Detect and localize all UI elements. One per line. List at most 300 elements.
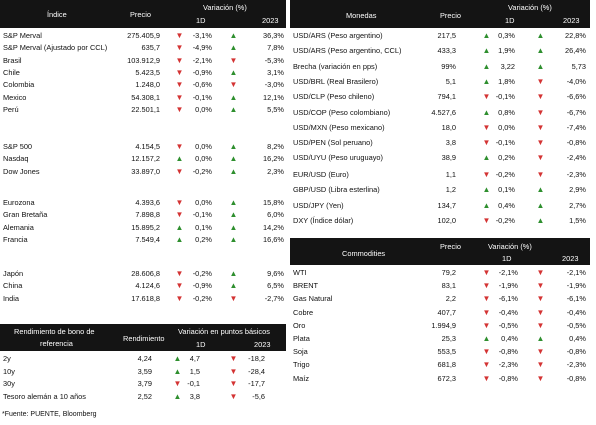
row-price: 1.994,9 (431, 320, 456, 330)
bonds-header-variation: Variación en puntos básicos (178, 327, 270, 336)
row-label: Plata (293, 334, 310, 343)
table-row (0, 55, 286, 66)
table-row (0, 67, 286, 78)
commodities-panel (290, 238, 590, 398)
row-change-1d: 4,7 (189, 354, 200, 363)
row-change-ytd: -0,8% (566, 347, 586, 357)
table-row (0, 234, 286, 245)
arrow-up-icon: ▲ (229, 31, 238, 40)
table-row (0, 30, 286, 41)
arrow-down-icon: ▼ (175, 67, 184, 77)
row-price: 2,52 (137, 391, 152, 401)
row-change-ytd: -2,4% (566, 153, 586, 163)
row-label: USD/MXN (Peso mexicano) (293, 122, 385, 132)
row-label: USD/PEN (Sol peruano) (293, 138, 373, 148)
row-change-1d: -0,2% (495, 170, 515, 179)
arrow-up-icon: ▲ (173, 354, 182, 363)
arrow-down-icon: ▼ (173, 379, 182, 389)
row-change-1d: -6,1% (498, 294, 518, 304)
table-row (0, 209, 286, 220)
table-row (290, 307, 590, 318)
row-change-ytd: -4,0% (566, 76, 586, 86)
bonds-header-1d: 1D (196, 340, 206, 349)
row-change-ytd: -7,4% (566, 122, 586, 132)
row-label: China (3, 281, 23, 291)
row-label: India (3, 293, 20, 303)
row-label: 30y (3, 379, 15, 389)
row-label: DXY (Índice dólar) (293, 215, 354, 225)
row-change-1d: 0,0% (195, 104, 212, 114)
row-change-ytd: 26,4% (565, 46, 586, 56)
table-row (290, 76, 590, 87)
row-price: 12.157,2 (131, 154, 160, 164)
row-label: 10y (3, 366, 15, 376)
row-change-ytd: -5,6 (252, 391, 265, 401)
indices-header-ytd: 2023 (262, 16, 279, 25)
arrow-up-icon: ▲ (536, 31, 545, 40)
row-label: Mexico (3, 92, 27, 102)
row-change-1d: 0,1% (498, 185, 515, 195)
indices-header-title: Índice (47, 10, 67, 19)
row-change-ytd: 2,9% (569, 185, 586, 195)
row-change-1d: 1,9% (498, 46, 515, 56)
arrow-down-icon: ▼ (536, 268, 545, 277)
row-change-1d: 1,8% (498, 76, 515, 86)
row-change-ytd: -1,9% (566, 281, 586, 291)
row-price: 794,1 (437, 92, 456, 102)
row-change-ytd: 15,8% (263, 198, 284, 207)
arrow-up-icon: ▲ (229, 222, 238, 232)
arrow-up-icon: ▲ (482, 31, 491, 40)
row-change-1d: 0,3% (498, 31, 515, 40)
row-price: 275.405,9 (127, 31, 160, 40)
row-label: USD/UYU (Peso uruguayo) (293, 153, 383, 163)
table-row (290, 346, 590, 357)
row-change-1d: 0,0% (195, 198, 212, 207)
row-change-1d: 0,2% (195, 234, 212, 244)
row-label: S&P 500 (3, 142, 33, 151)
bonds-header (0, 324, 286, 351)
row-change-ytd: -5,3% (264, 55, 284, 65)
row-label: USD/JPY (Yen) (293, 200, 344, 210)
arrow-up-icon: ▲ (482, 334, 491, 343)
table-row (290, 373, 590, 384)
arrow-down-icon: ▼ (229, 55, 238, 65)
arrow-down-icon: ▼ (175, 104, 184, 114)
arrow-down-icon: ▼ (536, 122, 545, 132)
row-change-1d: -0,4% (498, 307, 518, 317)
row-change-1d: -0,5% (498, 320, 518, 330)
row-label: S&P Merval (3, 31, 42, 40)
row-change-ytd: 2,3% (267, 166, 284, 176)
row-price: 553,5 (437, 347, 456, 357)
arrow-down-icon: ▼ (482, 170, 491, 179)
arrow-up-icon: ▲ (482, 185, 491, 195)
row-label: BRENT (293, 281, 319, 291)
arrow-down-icon: ▼ (175, 293, 184, 303)
row-price: 103.912,9 (127, 55, 160, 65)
row-change-1d: -0,2% (192, 269, 212, 278)
row-change-1d: 0,4% (501, 334, 518, 343)
arrow-down-icon: ▼ (482, 268, 491, 277)
table-row (290, 280, 590, 291)
row-change-1d: 0,0% (195, 154, 212, 164)
row-label: Francia (3, 234, 28, 244)
arrow-up-icon: ▲ (173, 391, 182, 401)
row-price: 433,3 (437, 46, 456, 56)
arrow-down-icon: ▼ (175, 43, 184, 53)
arrow-down-icon: ▼ (175, 210, 184, 220)
row-change-ytd: -0,5% (566, 320, 586, 330)
arrow-up-icon: ▲ (229, 43, 238, 53)
arrow-up-icon: ▲ (173, 366, 182, 376)
row-price: 99% (441, 61, 456, 71)
arrow-down-icon: ▼ (536, 373, 545, 383)
row-change-1d: -0,1% (192, 210, 212, 220)
row-price: 1,1 (445, 170, 456, 179)
table-row (0, 166, 286, 177)
row-label: Soja (293, 347, 308, 357)
currencies-panel (290, 0, 590, 230)
row-change-ytd: -6,7% (566, 107, 586, 117)
bonds-header-ytd: 2023 (254, 340, 271, 349)
table-row (290, 184, 590, 195)
row-label: Gas Natural (293, 294, 333, 304)
row-price: 17.618,8 (131, 293, 160, 303)
row-label: Brecha (variación en pps) (293, 61, 378, 71)
arrow-down-icon: ▼ (229, 80, 238, 90)
row-change-ytd: 6,0% (267, 210, 284, 220)
row-price: 7.549,4 (135, 234, 160, 244)
table-row (290, 293, 590, 304)
row-price: 22.501,1 (131, 104, 160, 114)
arrow-up-icon: ▲ (536, 46, 545, 56)
arrow-up-icon: ▲ (175, 154, 184, 164)
row-label: USD/ARS (Peso argentino) (293, 31, 383, 40)
arrow-down-icon: ▼ (536, 76, 545, 86)
row-change-1d: 0,0% (195, 142, 212, 151)
table-row (290, 333, 590, 344)
table-row (0, 222, 286, 233)
row-label: 2y (3, 354, 11, 363)
row-change-1d: 0,8% (498, 107, 515, 117)
row-label: EUR/USD (Euro) (293, 170, 349, 179)
row-change-1d: -2,3% (498, 360, 518, 370)
arrow-down-icon: ▼ (175, 269, 184, 278)
row-price: 38,9 (441, 153, 456, 163)
currencies-header-1d: 1D (505, 16, 515, 25)
arrow-up-icon: ▲ (536, 61, 545, 71)
arrow-down-icon: ▼ (482, 294, 491, 304)
arrow-down-icon: ▼ (536, 92, 545, 102)
row-label: WTI (293, 268, 307, 277)
arrow-up-icon: ▲ (482, 76, 491, 86)
row-change-ytd: -3,0% (264, 80, 284, 90)
arrow-down-icon: ▼ (175, 142, 184, 151)
row-change-ytd: -0,8% (566, 373, 586, 383)
arrow-down-icon: ▼ (536, 153, 545, 163)
arrow-up-icon: ▲ (229, 210, 238, 220)
row-label: Gran Bretaña (3, 210, 48, 220)
row-change-ytd: 6,5% (267, 281, 284, 291)
row-change-ytd: -28,4 (248, 366, 265, 376)
indices-panel (0, 0, 286, 320)
arrow-down-icon: ▼ (175, 80, 184, 90)
table-row (290, 215, 590, 226)
row-price: 3,79 (137, 379, 152, 389)
row-label: Nasdaq (3, 154, 29, 164)
arrow-down-icon: ▼ (482, 307, 491, 317)
row-change-ytd: -18,2 (248, 354, 265, 363)
table-row (0, 42, 286, 53)
arrow-up-icon: ▲ (229, 269, 238, 278)
row-change-1d: 1,5 (189, 366, 200, 376)
row-change-ytd: -6,6% (566, 92, 586, 102)
table-row (0, 366, 286, 377)
arrow-up-icon: ▲ (229, 67, 238, 77)
arrow-down-icon: ▼ (482, 373, 491, 383)
table-row (290, 359, 590, 370)
row-label: Eurozona (3, 198, 35, 207)
row-change-1d: -0,2% (192, 166, 212, 176)
row-label: Colombia (3, 80, 35, 90)
row-price: 5.423,5 (135, 67, 160, 77)
row-change-1d: -0,1% (495, 138, 515, 148)
row-label: Tesoro alemán a 10 años (3, 391, 86, 401)
table-row (0, 280, 286, 291)
row-price: 33.897,0 (131, 166, 160, 176)
arrow-down-icon: ▼ (229, 354, 238, 363)
row-price: 7.898,8 (135, 210, 160, 220)
arrow-down-icon: ▼ (536, 138, 545, 148)
arrow-down-icon: ▼ (536, 281, 545, 291)
row-price: 672,3 (437, 373, 456, 383)
arrow-down-icon: ▼ (482, 92, 491, 102)
row-change-ytd: 5,5% (267, 104, 284, 114)
row-change-1d: -0,1 (187, 379, 200, 389)
row-change-1d: 0,1% (195, 222, 212, 232)
arrow-down-icon: ▼ (175, 31, 184, 40)
arrow-up-icon: ▲ (229, 154, 238, 164)
row-change-1d: -0,1% (495, 92, 515, 102)
table-row (0, 378, 286, 389)
row-change-1d: -0,2% (192, 293, 212, 303)
row-change-ytd: 9,6% (267, 269, 284, 278)
row-change-ytd: 14,2% (263, 222, 284, 232)
arrow-down-icon: ▼ (536, 347, 545, 357)
row-change-ytd: 16,2% (263, 154, 284, 164)
row-price: 18,0 (441, 122, 456, 132)
row-label: USD/BRL (Real Brasilero) (293, 76, 379, 86)
commodities-header-price: Precio (440, 242, 461, 251)
row-change-1d: -4,9% (192, 43, 212, 53)
currencies-header-variation: Variación (%) (508, 3, 552, 12)
arrow-up-icon: ▲ (175, 222, 184, 232)
row-price: 4,24 (137, 354, 152, 363)
row-change-ytd: -2,3% (566, 170, 586, 179)
row-change-1d: -0,9% (192, 67, 212, 77)
row-label: USD/CLP (Peso chileno) (293, 92, 375, 102)
arrow-down-icon: ▼ (482, 347, 491, 357)
table-row (290, 30, 590, 41)
row-change-1d: -2,1% (192, 55, 212, 65)
row-price: 681,8 (437, 360, 456, 370)
indices-header-price: Precio (130, 10, 151, 19)
table-row (290, 200, 590, 211)
row-price: 1,2 (445, 185, 456, 195)
arrow-up-icon: ▲ (482, 153, 491, 163)
row-change-1d: -0,2% (495, 215, 515, 225)
commodities-header (290, 238, 590, 265)
table-row (290, 152, 590, 163)
row-change-1d: -0,6% (192, 80, 212, 90)
row-label: S&P Merval (Ajustado por CCL) (3, 43, 108, 53)
row-change-ytd: -6,1% (566, 294, 586, 304)
currencies-header (290, 0, 590, 28)
arrow-down-icon: ▼ (482, 138, 491, 148)
arrow-down-icon: ▼ (175, 166, 184, 176)
row-change-ytd: 16,6% (263, 234, 284, 244)
table-row (290, 122, 590, 133)
arrow-down-icon: ▼ (175, 198, 184, 207)
arrow-down-icon: ▼ (536, 307, 545, 317)
row-label: Trigo (293, 360, 310, 370)
row-price: 102,0 (437, 215, 456, 225)
row-price: 25,3 (441, 334, 456, 343)
table-row (0, 79, 286, 90)
row-label: Chile (3, 67, 20, 77)
bonds-header-price: Rendimiento (123, 334, 165, 343)
source-footnote: *Fuente: PUENTE, Bloomberg (2, 411, 97, 418)
table-row (290, 61, 590, 72)
row-price: 407,7 (437, 307, 456, 317)
table-row (0, 104, 286, 115)
arrow-up-icon: ▲ (536, 185, 545, 195)
row-label: Brasil (3, 55, 22, 65)
table-row (290, 45, 590, 56)
table-row (290, 320, 590, 331)
row-change-1d: -0,1% (192, 92, 212, 102)
row-label: GBP/USD (Libra esterlina) (293, 185, 380, 195)
row-price: 217,5 (437, 31, 456, 40)
indices-header-variation: Variación (%) (203, 3, 247, 12)
row-change-1d: 0,2% (498, 153, 515, 163)
arrow-down-icon: ▼ (482, 215, 491, 225)
row-label: USD/COP (Peso colombiano) (293, 107, 391, 117)
row-label: Cobre (293, 307, 314, 317)
row-price: 2,2 (445, 294, 456, 304)
arrow-down-icon: ▼ (482, 281, 491, 291)
table-row (0, 153, 286, 164)
bonds-header-title-line2: referencia (40, 339, 73, 348)
row-change-1d: -2,1% (498, 268, 518, 277)
row-price: 4.154,5 (135, 142, 160, 151)
table-row (0, 391, 286, 402)
arrow-up-icon: ▲ (229, 198, 238, 207)
row-change-1d: -0,9% (192, 281, 212, 291)
table-row (290, 91, 590, 102)
arrow-up-icon: ▲ (536, 215, 545, 225)
arrow-down-icon: ▼ (536, 107, 545, 117)
arrow-up-icon: ▲ (482, 61, 491, 71)
row-change-1d: -3,1% (192, 31, 212, 40)
row-change-ytd: 5,73 (571, 61, 586, 71)
arrow-down-icon: ▼ (482, 320, 491, 330)
row-change-1d: 3,8 (189, 391, 200, 401)
currencies-header-ytd: 2023 (563, 16, 580, 25)
arrow-up-icon: ▲ (175, 234, 184, 244)
row-change-ytd: 7,8% (267, 43, 284, 53)
arrow-down-icon: ▼ (229, 379, 238, 389)
table-row (0, 353, 286, 364)
row-price: 4.527,6 (431, 107, 456, 117)
arrow-down-icon: ▼ (229, 366, 238, 376)
row-change-1d: -0,8% (498, 373, 518, 383)
row-price: 54.308,1 (131, 92, 160, 102)
bonds-panel (0, 324, 286, 408)
arrow-up-icon: ▲ (229, 281, 238, 291)
row-change-1d: 0,4% (498, 200, 515, 210)
arrow-up-icon: ▲ (536, 334, 545, 343)
row-change-ytd: -2,1% (566, 268, 586, 277)
row-change-1d: -1,9% (498, 281, 518, 291)
table-row (0, 197, 286, 208)
row-change-ytd: 12,1% (263, 92, 284, 102)
row-price: 1.248,0 (135, 80, 160, 90)
row-price: 635,7 (141, 43, 160, 53)
arrow-down-icon: ▼ (229, 391, 238, 401)
row-change-ytd: -2,7% (264, 293, 284, 303)
table-row (290, 267, 590, 278)
table-row (0, 92, 286, 103)
arrow-up-icon: ▲ (482, 200, 491, 210)
row-price: 28.606,8 (131, 269, 160, 278)
table-row (0, 293, 286, 304)
row-price: 83,1 (441, 281, 456, 291)
currencies-header-price: Precio (440, 11, 461, 20)
arrow-down-icon: ▼ (536, 360, 545, 370)
table-row (290, 169, 590, 180)
row-change-ytd: -0,8% (566, 138, 586, 148)
arrow-down-icon: ▼ (536, 170, 545, 179)
row-price: 79,2 (441, 268, 456, 277)
row-change-1d: 3,22 (500, 61, 515, 71)
table-row (0, 268, 286, 279)
row-change-ytd: 36,3% (263, 31, 284, 40)
row-label: Japón (3, 269, 24, 278)
arrow-down-icon: ▼ (482, 122, 491, 132)
arrow-up-icon: ▲ (229, 166, 238, 176)
currencies-header-title: Monedas (346, 11, 377, 20)
arrow-up-icon: ▲ (536, 200, 545, 210)
row-price: 3,8 (445, 138, 456, 148)
row-change-ytd: -0,4% (566, 307, 586, 317)
arrow-down-icon: ▼ (175, 55, 184, 65)
commodities-header-ytd: 2023 (562, 254, 579, 263)
row-change-ytd: 0,4% (569, 334, 586, 343)
row-label: Oro (293, 320, 306, 330)
arrow-down-icon: ▼ (229, 293, 238, 303)
row-change-ytd: 2,7% (569, 200, 586, 210)
indices-header-1d: 1D (196, 16, 206, 25)
row-change-ytd: 1,5% (569, 215, 586, 225)
row-change-ytd: 3,1% (267, 67, 284, 77)
row-price: 4.393,6 (135, 198, 160, 207)
table-row (290, 137, 590, 148)
arrow-down-icon: ▼ (536, 294, 545, 304)
commodities-header-1d: 1D (502, 254, 512, 263)
row-label: Alemania (3, 222, 34, 232)
